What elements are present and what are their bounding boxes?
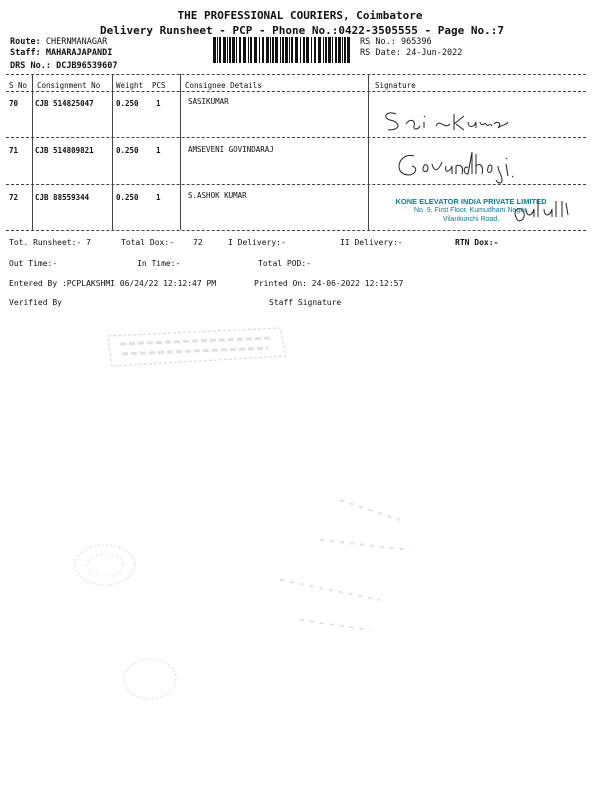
row-weight: 0.250 <box>116 99 139 108</box>
rs-no-label: RS No.: <box>360 37 396 47</box>
barcode-bar <box>323 37 324 63</box>
barcode-bar <box>325 37 327 63</box>
barcode-bar <box>347 37 350 63</box>
row-pcs: 1 <box>156 193 161 202</box>
barcode-bar <box>300 37 301 63</box>
barcode-bar <box>275 37 278 63</box>
barcode-bar <box>314 37 316 63</box>
row-pcs: 1 <box>156 146 161 155</box>
table-header-border <box>6 91 586 92</box>
barcode-bar <box>335 37 337 63</box>
route-value: CHERNMANAGAR <box>45 37 108 47</box>
row-divider <box>6 137 586 138</box>
barcode-bar <box>227 37 228 63</box>
barcode-bar <box>239 37 241 63</box>
row-consignment: CJB 88559344 <box>35 193 90 202</box>
barcode-bar <box>344 37 346 63</box>
barcode-bar <box>318 37 321 63</box>
col-header-sno: S No <box>9 81 28 90</box>
staff-value: MAHARAJAPANDI <box>45 48 113 58</box>
col-header-consignment: Consignment No <box>37 81 101 90</box>
barcode-bar <box>272 37 274 63</box>
barcode-bar <box>311 37 312 63</box>
barcode-bar <box>332 37 333 63</box>
column-divider <box>180 74 181 230</box>
row-sno: 70 <box>9 99 19 108</box>
signature-sasikumar <box>380 104 510 136</box>
barcode-bar <box>306 37 309 63</box>
barcode-bar <box>219 37 221 63</box>
barcode-bar <box>254 37 257 63</box>
barcode-bar <box>303 37 305 63</box>
table-top-border <box>6 74 586 75</box>
column-divider <box>368 74 369 230</box>
rs-no-value: 965396 <box>400 37 432 47</box>
stamp-company-name: KONE ELEVATOR INDIA PRIVATE LIMITED <box>395 197 547 206</box>
entered-by: Entered By :PCPLAKSHMI 06/24/22 12:12:47 PM <box>9 279 217 288</box>
barcode-bar <box>282 37 284 63</box>
printed-on: Printed On: 24-06-2022 12:12:57 <box>254 279 404 288</box>
signature-govindaraj <box>394 150 524 188</box>
barcode-bar <box>280 37 281 63</box>
stamp-address-line: No. 9, First Floor, Kumudham Nagar, <box>414 207 528 214</box>
column-divider <box>112 74 113 230</box>
barcode-bar <box>328 37 331 63</box>
drs-value: DCJB96539607 <box>56 61 118 71</box>
barcode-bar <box>236 37 237 63</box>
route-label: Route: <box>10 37 41 47</box>
row-consignee: AMSEVENI GOVINDARAJ <box>188 145 274 154</box>
faded-stamp-mark <box>100 322 290 372</box>
row-pcs: 1 <box>156 99 161 108</box>
col-header-signature: Signature <box>375 81 416 90</box>
barcode-bar <box>295 37 298 63</box>
drs-label: DRS No.: <box>10 61 51 71</box>
runsheet-subtitle: Delivery Runsheet - PCP - Phone No.:0422-3505555 - Page No.:7 <box>100 24 504 37</box>
faded-round-seal <box>70 540 140 590</box>
col-header-pcs: PCS <box>152 81 166 90</box>
barcode-bar <box>291 37 293 63</box>
barcode-bar <box>250 37 252 63</box>
row-weight: 0.250 <box>116 146 139 155</box>
staff-label: Staff: <box>10 48 41 58</box>
rtn-dox: RTN Dox:- <box>455 238 499 247</box>
company-title: THE PROFESSIONAL COURIERS, Coimbatore <box>177 9 423 22</box>
staff-signature: Staff Signature <box>269 298 342 307</box>
barcode-bar <box>223 37 226 63</box>
barcode-bar <box>262 37 264 63</box>
total-dox-label: Total Dox:- <box>121 238 174 247</box>
total-pod: Total POD:- <box>258 259 311 268</box>
row-sno: 71 <box>9 146 19 155</box>
barcode-bar <box>266 37 269 63</box>
stamp-address-line: Vilankurichi Road, <box>442 216 500 223</box>
staff-line <box>10 48 112 58</box>
ii-delivery: II Delivery:- <box>340 238 403 247</box>
route-line <box>10 37 107 47</box>
barcode-bar <box>338 37 341 63</box>
barcode-bar <box>229 37 231 63</box>
rs-no-line <box>360 37 432 47</box>
col-header-consignee: Consignee Details <box>185 81 262 90</box>
rs-date-line <box>360 48 462 58</box>
barcode-bar <box>259 37 260 63</box>
row-consignee: S.ASHOK KUMAR <box>188 191 247 200</box>
row-consignment: CJB 514825047 <box>35 99 94 108</box>
barcode-bar <box>232 37 235 63</box>
row-consignee: SASIKUMAR <box>188 97 229 106</box>
barcode-bar <box>243 37 246 63</box>
barcode-bar <box>248 37 249 63</box>
in-time: In Time:- <box>137 259 181 268</box>
faded-stamp-mark <box>260 480 430 650</box>
rs-date-label: RS Date: <box>360 48 401 58</box>
col-header-weight: Weight <box>116 81 144 90</box>
barcode-bar <box>217 37 218 63</box>
total-runsheet: Tot. Runsheet:- 7 <box>9 238 91 247</box>
verified-by: Verified By <box>9 298 62 307</box>
barcode-bar <box>285 37 288 63</box>
barcode-bar <box>270 37 271 63</box>
row-sno: 72 <box>9 193 19 202</box>
faded-round-seal <box>120 655 180 703</box>
barcode-bar <box>342 37 343 63</box>
row-consignment: CJB 514809821 <box>35 146 94 155</box>
barcode <box>213 37 350 63</box>
drs-line <box>10 61 118 71</box>
total-dox-value: 72 <box>193 238 203 247</box>
column-divider <box>32 74 33 230</box>
row-weight: 0.250 <box>116 193 139 202</box>
out-time: Out Time:- <box>9 259 58 268</box>
barcode-bar <box>289 37 290 63</box>
rs-date-value: 24-Jun-2022 <box>406 48 463 58</box>
i-delivery: I Delivery:- <box>228 238 286 247</box>
barcode-bar <box>213 37 216 63</box>
